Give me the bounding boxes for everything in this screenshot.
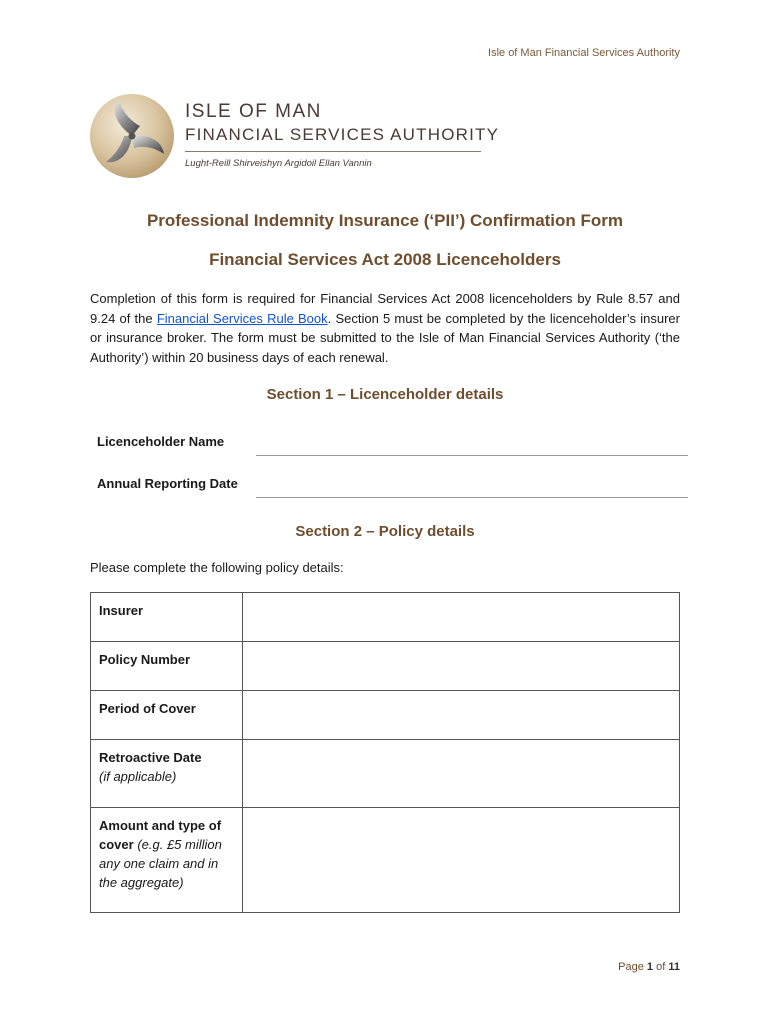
- policy-instruction: Please complete the following policy details:: [90, 560, 344, 575]
- row-label: Amount and type of cover: [99, 818, 222, 852]
- page-word: Page: [618, 961, 644, 973]
- retroactive-date-field[interactable]: [243, 740, 680, 808]
- period-of-cover-label: [91, 691, 243, 740]
- logo-divider: [185, 151, 481, 152]
- current-page: 1: [646, 961, 654, 973]
- section-1-heading: Section 1 – Licenceholder details: [266, 386, 504, 403]
- section-2-heading: Section 2 – Policy details: [295, 523, 475, 540]
- annual-reporting-date-field[interactable]: [256, 497, 688, 498]
- licenceholder-name-field[interactable]: [256, 455, 688, 456]
- running-header: Isle of Man Financial Services Authority: [488, 47, 680, 59]
- row-label: Retroactive Date: [99, 750, 202, 765]
- policy-details-table: [90, 592, 680, 913]
- table-row: [91, 691, 680, 740]
- document-subtitle: Financial Services Act 2008 Licenceholders: [209, 250, 561, 269]
- table-row: [91, 740, 680, 808]
- table-row: [91, 593, 680, 642]
- intro-text-before: Completion of this form is required for Financial Services Act 2008 licenceholders by Rule 8.57 and 9.24 of the: [90, 291, 680, 326]
- amount-type-cover-label: [91, 808, 243, 913]
- row-label: Policy Number: [99, 652, 191, 667]
- amount-type-cover-field[interactable]: [243, 808, 680, 913]
- insurer-label: [91, 593, 243, 642]
- row-label: Insurer: [99, 603, 144, 618]
- licenceholder-name-label: Licenceholder Name: [97, 434, 225, 449]
- authority-logo: [88, 92, 500, 180]
- row-note: (if applicable): [99, 769, 177, 784]
- logo-line-1: ISLE OF MAN: [185, 101, 322, 122]
- logo-line-2: FINANCIAL SERVICES AUTHORITY: [185, 125, 500, 144]
- row-label: Period of Cover: [99, 701, 196, 716]
- of-word: of: [656, 961, 666, 973]
- row-note: (e.g. £5 million any one claim and in the aggregate): [99, 837, 222, 890]
- intro-text-after: . Section 5 must be completed by the licenceholder’s insurer or insurance broker. The form must be submitted to the Isle of Man Financial Services Authority (‘the Authority’) within 20 business days of each renewal.: [90, 310, 680, 365]
- policy-number-label: [91, 642, 243, 691]
- intro-paragraph: [90, 289, 680, 367]
- annual-reporting-date-label: Annual Reporting Date: [97, 476, 238, 491]
- triskelion-logo-icon: [88, 92, 176, 180]
- table-row: [91, 808, 680, 913]
- policy-number-field[interactable]: [243, 642, 680, 691]
- period-of-cover-field[interactable]: [243, 691, 680, 740]
- insurer-field[interactable]: [243, 593, 680, 642]
- document-title: Professional Indemnity Insurance (‘PII’) Confirmation Form: [146, 211, 624, 230]
- rule-book-link[interactable]: Financial Services Rule Book: [156, 310, 328, 326]
- table-row: [91, 642, 680, 691]
- logo-tagline: Lught-Reill Shirveishyn Argidoil Ellan Vannin: [185, 158, 372, 169]
- page-number: [618, 961, 680, 973]
- retroactive-date-label: [91, 740, 243, 808]
- total-pages: 11: [668, 961, 680, 973]
